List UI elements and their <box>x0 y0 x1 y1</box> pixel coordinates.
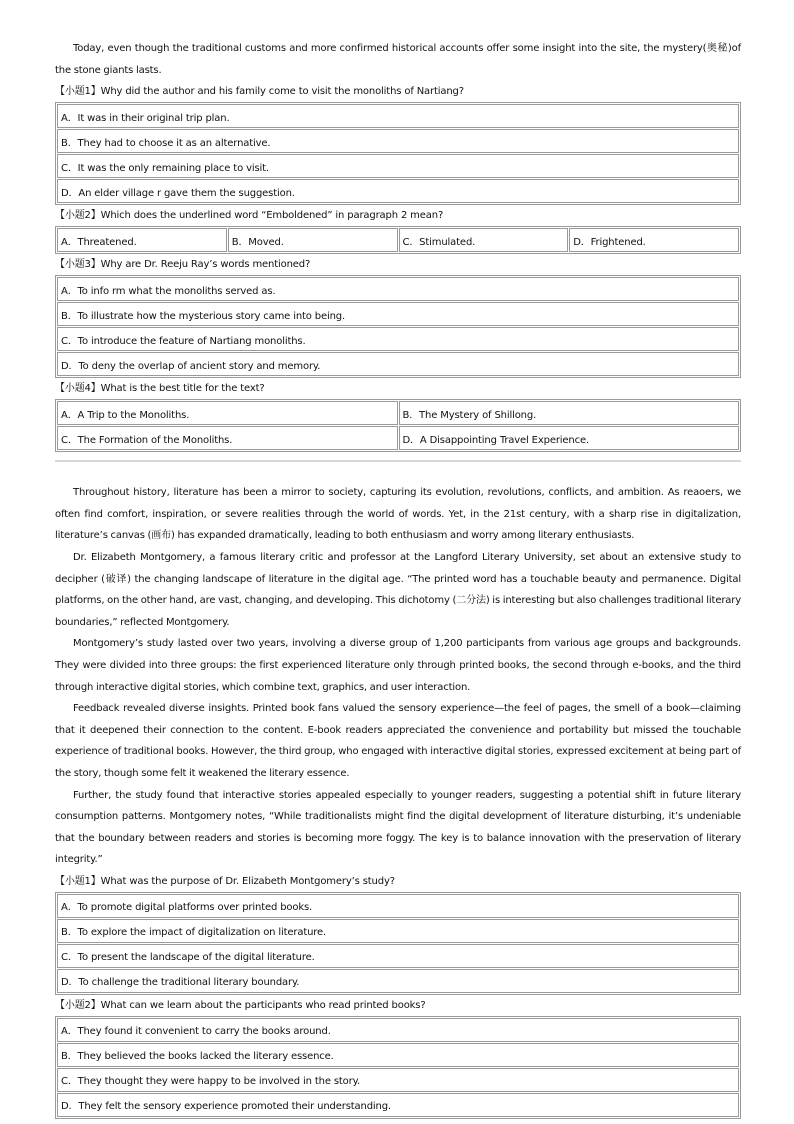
section-divider <box>55 460 741 462</box>
p2-q2-option-c[interactable]: C．They thought they were happy to be involved in the story. <box>57 1068 739 1092</box>
p2-question-2-options <box>55 1016 741 1119</box>
p2-q1-option-c[interactable]: C．To present the landscape of the digital literature. <box>57 944 739 968</box>
p1-q1-option-a[interactable]: A．It was in their original trip plan. <box>57 104 739 128</box>
p2-q1-option-d[interactable]: D．To challenge the traditional literary boundary. <box>57 969 739 993</box>
p1-q2-option-b[interactable]: B．Moved. <box>228 228 398 252</box>
p1-q4-option-a[interactable]: A．A Trip to the Monoliths. <box>57 401 398 425</box>
p2-q2-option-d[interactable]: D．They felt the sensory experience promoted their understanding. <box>57 1093 739 1117</box>
exam-page <box>55 38 741 1119</box>
passage2-paragraph-1: Throughout history, literature has been a mirror to society, capturing its evolution, revolutions, conflicts, and ambition. As reaoers, we often find comfort, inspiration, or severe realities through the world of words. Yet, in the 21st century, with a sharp rise in digitalization, literature’s canvas (画布) has expanded dramatically, leading to both enthusiasm and worry among literary enthusiasts. <box>55 487 741 542</box>
p1-q3-option-d[interactable]: D．To deny the overlap of ancient story and memory. <box>57 352 739 376</box>
p2-q2-option-a[interactable]: A．They found it convenient to carry the books around. <box>57 1018 739 1042</box>
p2-q1-option-b[interactable]: B．To explore the impact of digitalization on literature. <box>57 919 739 943</box>
passage2-paragraph-3: Montgomery’s study lasted over two years, involving a diverse group of 1,200 participants from various age groups and backgrounds. They were divided into three groups: the first experienced literature only through printed books, the second through e-books, and the third through interactive digital stories, which combine text, graphics, and user interaction. <box>55 638 741 693</box>
p1-question-1-options <box>55 102 741 205</box>
p1-q2-option-a[interactable]: A．Threatened. <box>57 228 227 252</box>
passage2-paragraph-2: Dr. Elizabeth Montgomery, a famous literary critic and professor at the Langford Literary University, set about an extensive study to decipher (破译) the changing landscape of literature in the digital age. “The printed word has a touchable beauty and permanence. Digital platforms, on the other hand, are vast, changing, and developing. This dichotomy (二分法) is interesting but also challenges traditional literary boundaries,” reflected Montgomery. <box>55 551 741 628</box>
passage2-paragraph-5: Further, the study found that interactive stories appealed especially to younger readers, suggesting a potential shift in future literary consumption patterns. Montgomery notes, “While traditionalists might find the digital development of literature disturbing, it’s undeniable that the boundary between readers and stories is becoming more foggy. The key is to balance innovation with the preservation of literary integrity.” <box>55 789 741 866</box>
p1-q3-option-b[interactable]: B．To illustrate how the mysterious story came into being. <box>57 302 739 326</box>
p1-q4-option-b[interactable]: B．The Mystery of Shillong. <box>399 401 740 425</box>
p1-q3-option-c[interactable]: C．To introduce the feature of Nartiang monoliths. <box>57 327 739 351</box>
p1-question-3-options <box>55 275 741 378</box>
p1-question-4-stem: 【小题4】What is the best title for the text? <box>55 383 265 395</box>
p1-q1-option-b[interactable]: B．They had to choose it as an alternative. <box>57 129 739 153</box>
p1-q1-option-c[interactable]: C．It was the only remaining place to visit. <box>57 154 739 178</box>
p1-question-4-options <box>55 399 741 452</box>
p2-question-2-stem: 【小题2】What can we learn about the participants who read printed books? <box>55 999 426 1011</box>
p1-q4-option-c[interactable]: C．The Formation of the Monoliths. <box>57 426 398 450</box>
p2-q2-option-b[interactable]: B．They believed the books lacked the literary essence. <box>57 1043 739 1067</box>
p1-question-2-options <box>55 226 741 254</box>
p1-q1-option-d[interactable]: D．An elder village r gave them the suggestion. <box>57 179 739 203</box>
p1-q4-option-d[interactable]: D．A Disappointing Travel Experience. <box>399 426 740 450</box>
p2-question-1-options <box>55 892 741 995</box>
p1-question-3-stem: 【小题3】Why are Dr. Reeju Ray’s words mentioned? <box>55 259 311 271</box>
p1-q2-option-c[interactable]: C．Stimulated. <box>399 228 569 252</box>
passage2-paragraph-4: Feedback revealed diverse insights. Printed book fans valued the sensory experience—the feel of pages, the smell of a book—claiming that it deepened their connection to the content. E-book readers appreciated the convenience and portability but missed the touchable experience of traditional books. However, the third group, who engaged with interactive digital stories, expressed excitement at being part of the story, though some felt it weakened the literary essence. <box>55 703 741 779</box>
p1-q3-option-a[interactable]: A．To info rm what the monoliths served as. <box>57 277 739 301</box>
p1-question-1-stem: 【小题1】Why did the author and his family come to visit the monoliths of Nartiang? <box>55 86 464 98</box>
p1-q2-option-d[interactable]: D．Frightened. <box>569 228 739 252</box>
p2-question-1-stem: 【小题1】What was the purpose of Dr. Elizabeth Montgomery’s study? <box>55 875 395 887</box>
p2-q1-option-a[interactable]: A．To promote digital platforms over printed books. <box>57 894 739 918</box>
passage1-tail-paragraph: Today, even though the traditional customs and more confirmed historical accounts offer some insight into the site, the mystery(奥秘)of the stone giants lasts. <box>55 43 741 76</box>
p1-question-2-stem: 【小题2】Which does the underlined word “Emboldened” in paragraph 2 mean? <box>55 210 444 222</box>
